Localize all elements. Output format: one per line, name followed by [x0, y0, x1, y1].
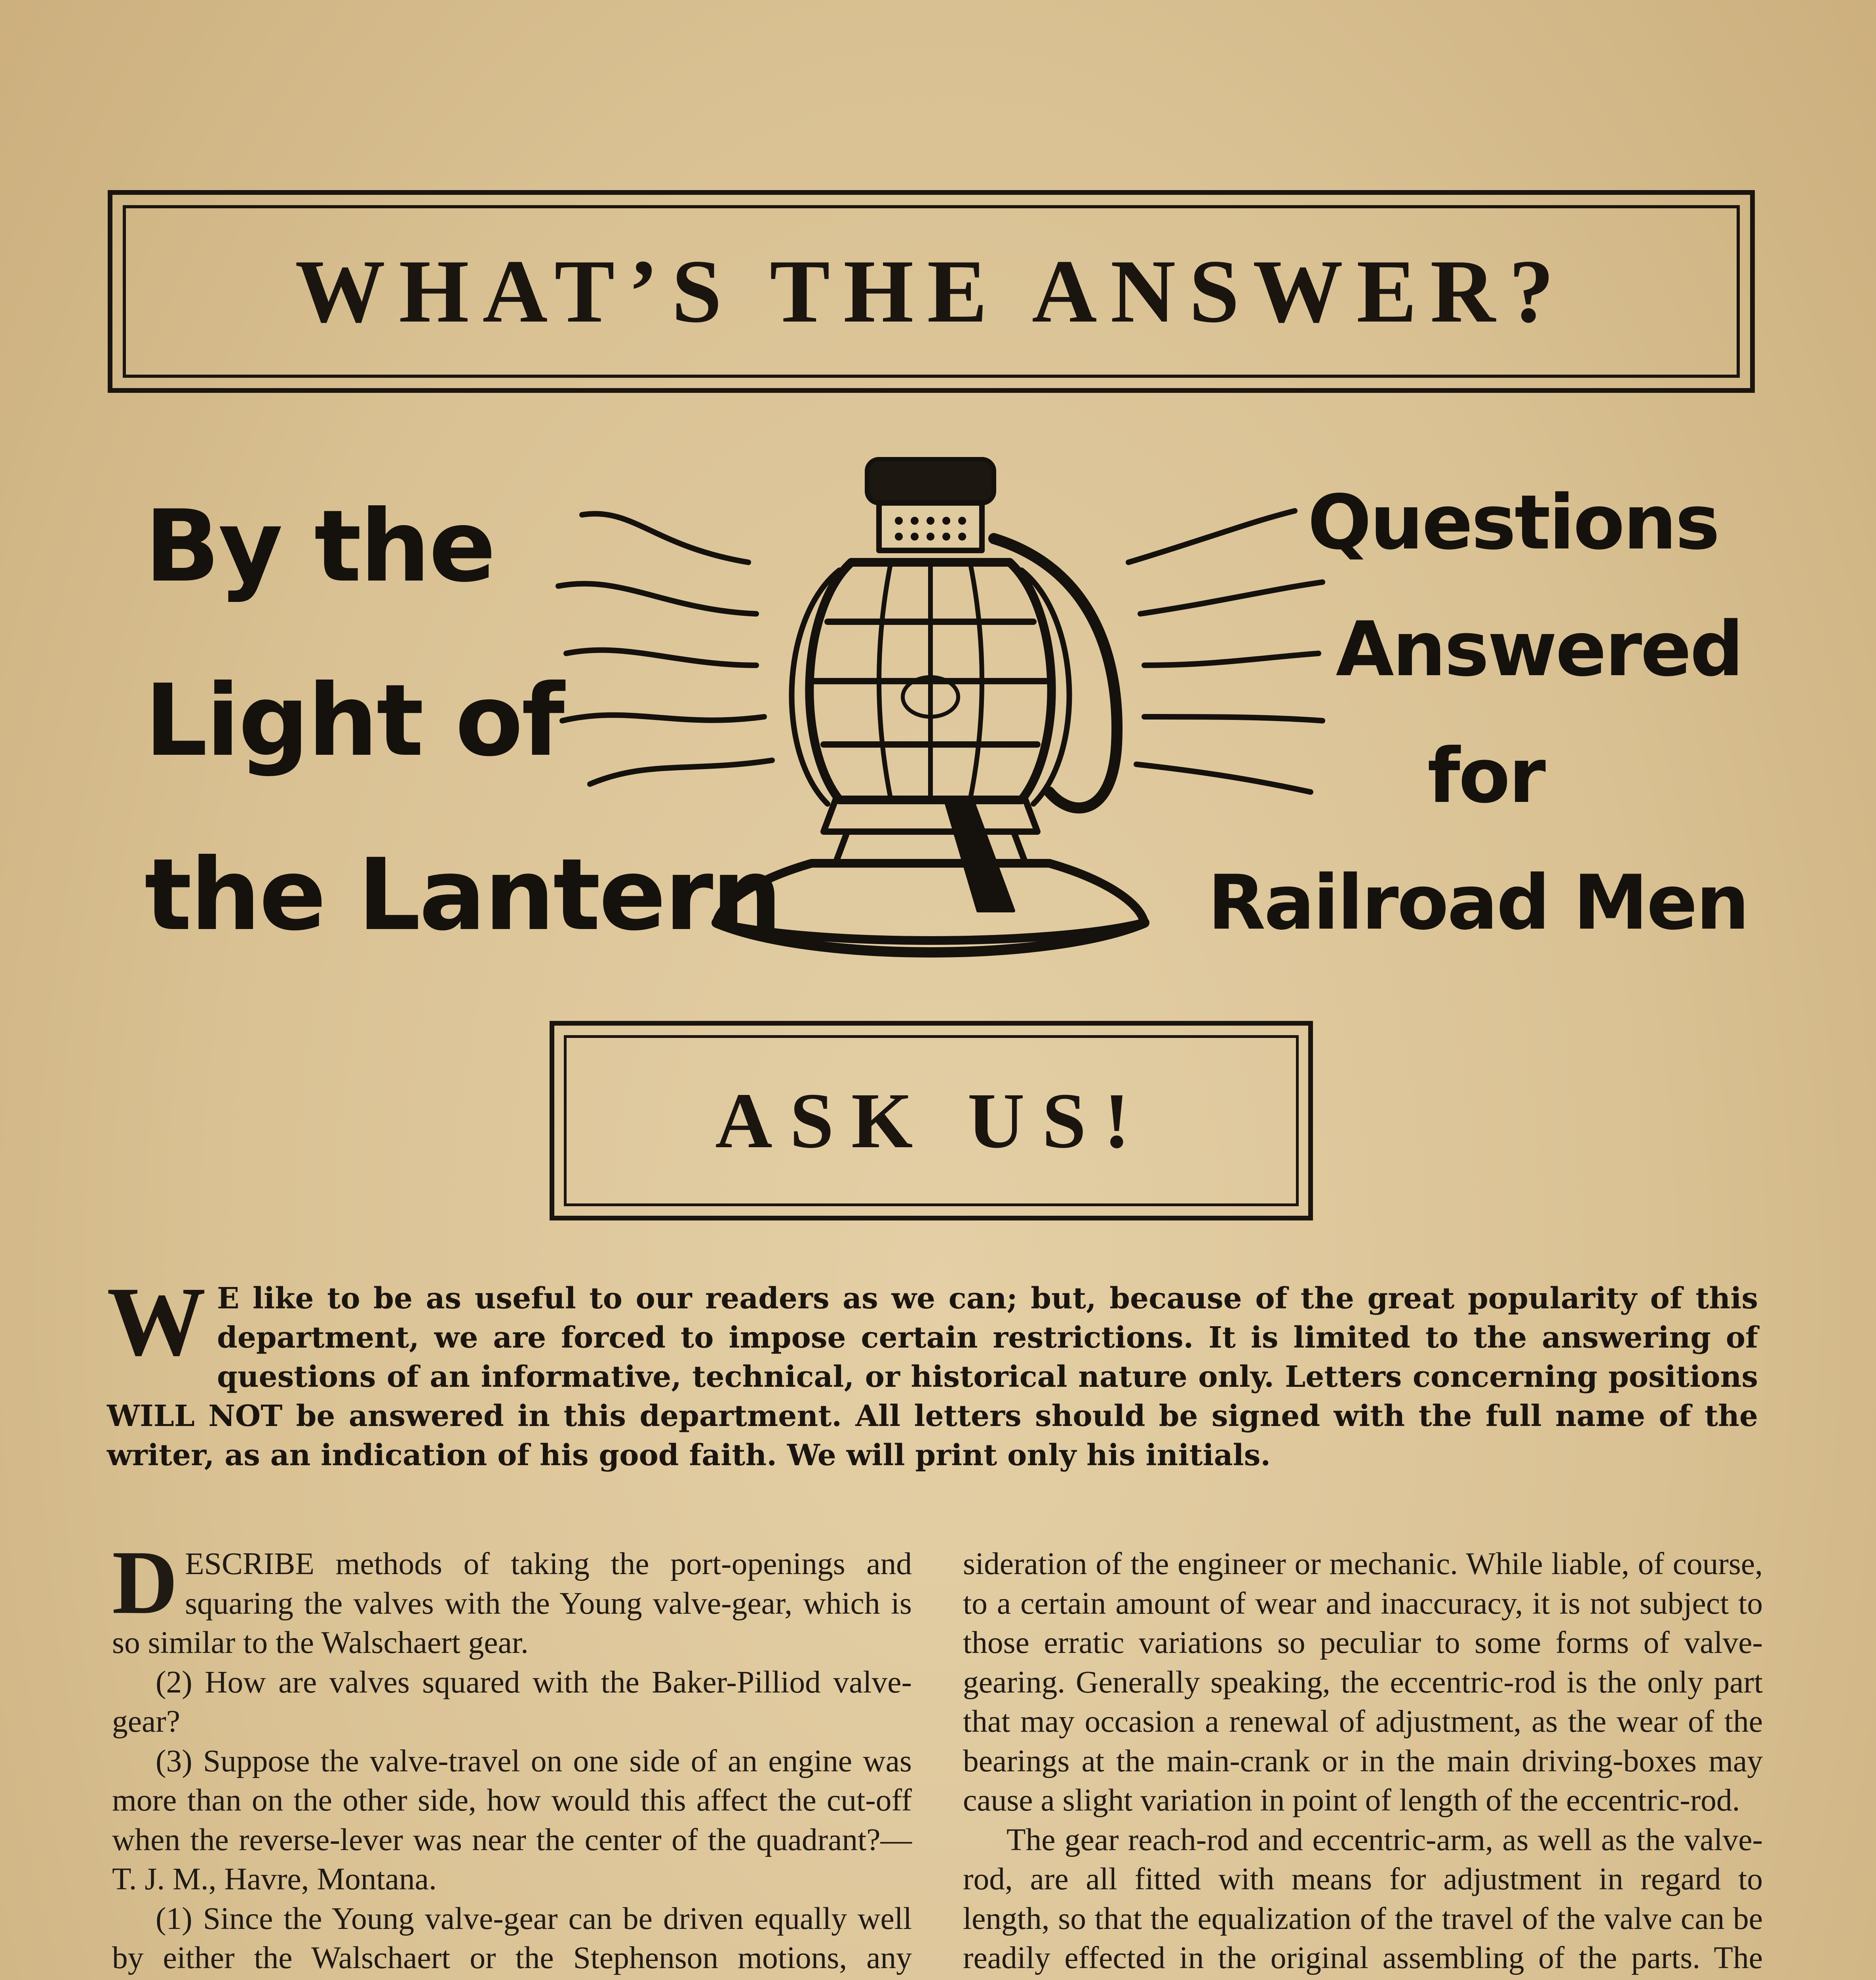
- page-title: WHAT’S THE ANSWER?: [295, 242, 1568, 341]
- banner-right-line-3: for: [1427, 732, 1544, 820]
- notice-dropcap: W: [107, 1267, 206, 1376]
- department-notice: [107, 1267, 1758, 1475]
- article-dropcap: D: [112, 1532, 178, 1633]
- title-inner-frame: [123, 205, 1740, 378]
- banner-right-line-1: Questions: [1307, 479, 1718, 566]
- article-paragraph: The gear reach-rod and eccentric-arm, as well as the valve-rod, are all fitted with means for adjustment in regard to length, so that the equalization of the travel of the valve can be readily effected in the original assembling of the parts. The: [963, 1822, 1763, 1975]
- ask-us-frame: [550, 1021, 1313, 1220]
- notice-text: E like to be as useful to our readers as we can; but, because of the great popularity of this department, we are forced to impose certain restrictions. It is limited to the answering of questions of an informative, technical, or historical nature only. Letters concerning positions WILL NOT be answered in this department. All letters should be signed with the full name of the writer, as an indication of his good faith. We will print only his initials.: [107, 1281, 1758, 1472]
- article-paragraph: sideration of the engineer or mechanic. While liable, of course, to a certain amount of wear and inaccuracy, it is not subject to those erratic variations so peculiar to some forms of valve-gearing. Generally speaking, the eccentric-rod is the only part that may occasion a renewal of adjustment, as the wear of the bearings at the main-crank or in the main driving-boxes may cause a slight variation in point of length of the eccentric-rod.: [963, 1546, 1763, 1818]
- article-column-right: [963, 1544, 1763, 1980]
- banner-left-line-2: Light of: [145, 663, 563, 778]
- article-paragraph: (1) Since the Young valve-gear can be driven equally well by either the Walschaert or the Stephenson motions, any: [112, 1901, 912, 1975]
- article-paragraph: [112, 1532, 912, 1663]
- banner-right-line-2: Answered: [1336, 605, 1742, 693]
- light-rays-left: [558, 514, 772, 784]
- title-frame: [108, 190, 1755, 393]
- banner-right-line-4: Railroad Men: [1208, 859, 1748, 946]
- banner-right-phrase: [1208, 459, 1748, 966]
- article-paragraph: (3) Suppose the valve-travel on one side of an engine was more than on the other side, how would this affect the cut-off when the reverse-lever was near the center of the quadrant?—T. J. M., Havre, Montana.: [112, 1743, 912, 1896]
- banner-left-line-1: By the: [145, 489, 495, 604]
- ask-us-inner-frame: [564, 1035, 1299, 1206]
- article-paragraph: (2) How are valves squared with the Baker-Pilliod valve-gear?: [112, 1664, 912, 1739]
- ask-us-heading: ASK US!: [715, 1077, 1147, 1165]
- banner-left-line-3: the Lantern: [145, 837, 781, 952]
- question-intro-text: ESCRIBE methods of taking the port-openings and squaring the valves with the Young valve-gear, which is so similar to the Walschaert gear.: [112, 1546, 912, 1660]
- article-column-left: [112, 1532, 912, 1980]
